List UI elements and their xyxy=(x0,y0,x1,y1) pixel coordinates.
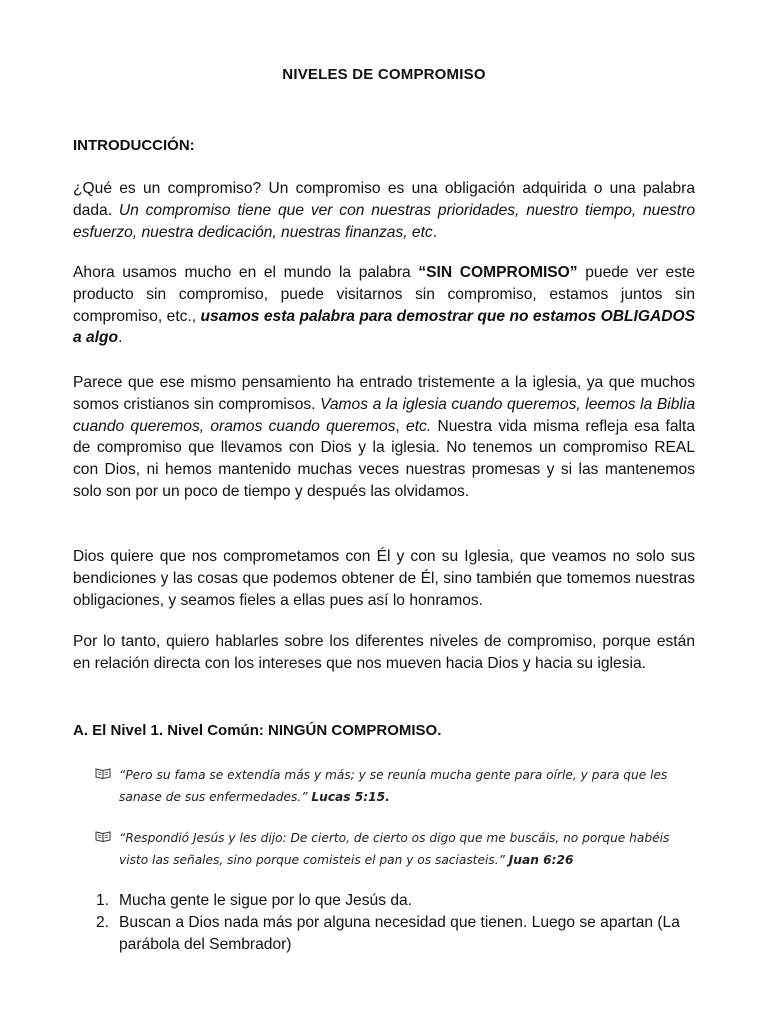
list-item-number: 1. xyxy=(96,892,110,909)
quote-1-text: “Pero su fama se extendía más y más; y se reunía mucha gente para oírle, y para que les sanase de sus enfermedades.” xyxy=(119,768,668,804)
quote-2-text-block xyxy=(119,827,696,871)
p1-italic: Un compromiso tiene que ver con nuestras prioridades, nuestro tiempo, nuestro esfuerzo, nuestra dedicación, nuestras finanzas, etc xyxy=(73,201,695,241)
list-item xyxy=(73,912,703,956)
list-item xyxy=(73,890,703,912)
p3-text-start: Parece que ese mismo pensamiento ha entrado tristemente a la iglesia, ya que muchos somos cristianos sin compromisos. xyxy=(73,374,695,413)
list-item-text: Buscan a Dios nada más por alguna necesidad que tienen. Luego se apartan (La parábola del Sembrador) xyxy=(119,914,680,953)
p2-end: . xyxy=(118,329,123,347)
document-title: NIVELES DE COMPROMISO xyxy=(282,66,486,83)
paragraph-1 xyxy=(73,178,695,243)
open-book-icon xyxy=(95,830,111,842)
p2-bold-italic: usamos esta palabra para demostrar que no estamos OBLIGADOS a algo xyxy=(73,307,696,347)
list-item-text: Mucha gente le sigue por lo que Jesús da. xyxy=(119,892,413,909)
paragraph-4: Dios quiere que nos comprometamos con Él y con su Iglesia, que veamos no solo sus bendiciones y las cosas que podemos obtener de Él, sino también que tomemos nuestras obligaciones, y seamos fieles a ellas pues así lo honramos. xyxy=(73,548,695,609)
p3-comma: , xyxy=(395,417,407,435)
intro-heading: INTRODUCCIÓN: xyxy=(73,137,195,154)
quote-1-reference: Lucas 5:15. xyxy=(311,790,390,804)
paragraph-5: Por lo tanto, quiero hablarles sobre los diferentes niveles de compromiso, porque están en relación directa con los intereses que nos mueven hacia Dios y hacia su iglesia. xyxy=(73,633,695,672)
p2-bold-term: “SIN COMPROMISO” xyxy=(418,264,578,281)
quote-2-reference: Juan 6:26 xyxy=(508,853,574,867)
section-a-heading: A. El Nivel 1. Nivel Común: NINGÚN COMPROMISO. xyxy=(73,722,442,739)
list-item-number: 2. xyxy=(96,914,110,931)
open-book-icon xyxy=(95,767,111,779)
p3-text-end: Nuestra vida misma refleja esa falta de compromiso que llevamos con Dios y la iglesia. No tenemos un compromiso REAL con Dios, ni hemos mantenido muchas veces nuestras promesas y si las mantenemos solo son por un poco de tiempo y después las olvidamos. xyxy=(73,417,695,500)
quote-1-text-block xyxy=(119,764,696,808)
paragraph-3 xyxy=(73,372,695,503)
p2-text-mid: puede ver este producto sin compromiso, puede visitarnos sin compromiso, estamos juntos sin compromiso, etc., xyxy=(73,264,695,325)
quote-2-text: “Respondió Jesús y les dijo: De cierto, de cierto os digo que me buscáis, no porque habéis visto las señales, sino porque comisteis el pan y os saciasteis.” xyxy=(119,831,670,867)
p1-text: ¿Qué es un compromiso? Un compromiso es una obligación adquirida o una palabra dada. xyxy=(73,180,695,219)
p3-etc: etc. xyxy=(406,417,432,435)
paragraph-2 xyxy=(73,262,695,349)
numbered-list xyxy=(73,890,703,956)
p2-text-start: Ahora usamos mucho en el mundo la palabra xyxy=(73,264,419,281)
p1-end: . xyxy=(432,223,438,241)
p3-italic: Vamos a la iglesia cuando queremos, leemos la Biblia cuando queremos, oramos cuando queremos xyxy=(73,395,695,435)
